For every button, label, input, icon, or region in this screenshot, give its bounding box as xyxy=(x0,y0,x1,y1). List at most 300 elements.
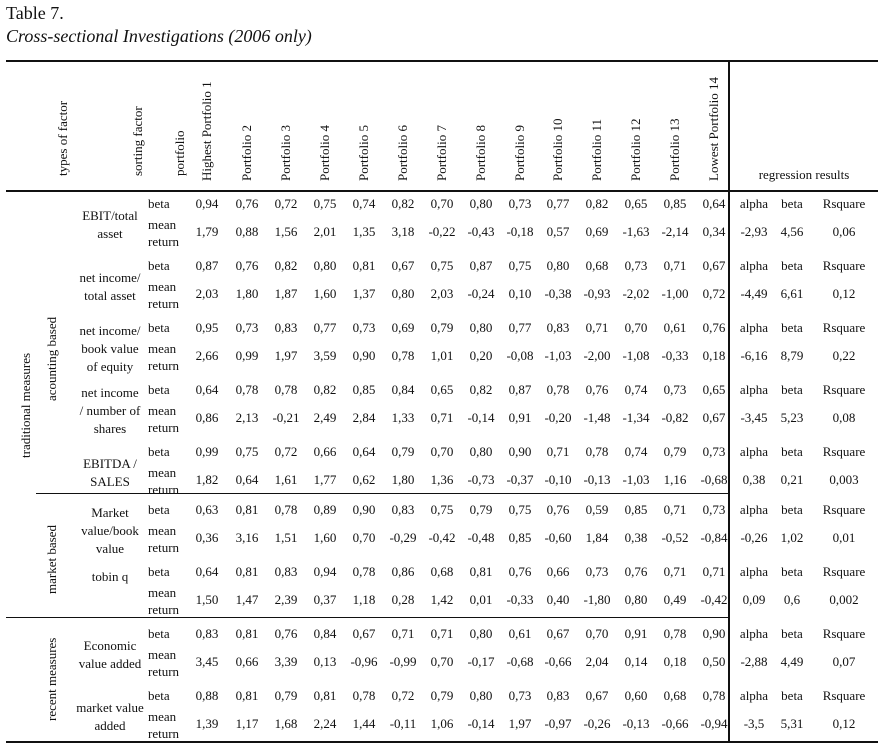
regression-value: 0,06 xyxy=(832,224,856,239)
row-label-mean-return: mean return xyxy=(148,403,180,435)
regression-header: beta xyxy=(781,444,803,459)
mean-return-value: -0,96 xyxy=(350,654,378,669)
beta-value: 0,81 xyxy=(313,688,337,703)
mean-return-value: 0,99 xyxy=(235,348,259,363)
mean-return-value: -0,52 xyxy=(661,530,689,545)
mean-return-value: -0,99 xyxy=(389,654,417,669)
mean-return-value: -1,03 xyxy=(622,472,650,487)
table-label: Table 7. xyxy=(6,3,64,23)
mean-return-value: 1,35 xyxy=(352,224,376,239)
beta-value: 0,80 xyxy=(469,626,493,641)
beta-value: 0,77 xyxy=(546,196,570,211)
beta-value: 0,83 xyxy=(546,688,570,703)
beta-value: 0,71 xyxy=(430,626,454,641)
mean-return-value: 1,06 xyxy=(430,716,454,731)
header-portfolio-14: Lowest Portfolio 14 xyxy=(706,77,721,181)
beta-value: 0,85 xyxy=(624,502,648,517)
beta-value: 0,64 xyxy=(195,382,219,397)
mean-return-value: 0,10 xyxy=(508,286,532,301)
beta-value: 0,70 xyxy=(430,444,454,459)
mean-return-value: 2,04 xyxy=(585,654,609,669)
mean-return-value: -0,13 xyxy=(583,472,611,487)
top-rule xyxy=(6,60,878,62)
mean-return-value: -0,33 xyxy=(506,592,534,607)
beta-value: 0,75 xyxy=(430,258,454,273)
beta-value: 0,59 xyxy=(585,502,609,517)
mean-return-value: 0,57 xyxy=(546,224,570,239)
header-portfolio-4: Portfolio 4 xyxy=(317,125,332,181)
mean-return-value: 1,80 xyxy=(391,472,415,487)
beta-value: 0,78 xyxy=(663,626,687,641)
beta-value: 0,87 xyxy=(195,258,219,273)
mean-return-value: 1,44 xyxy=(352,716,376,731)
mean-return-value: 1,80 xyxy=(235,286,259,301)
beta-value: 0,74 xyxy=(624,382,648,397)
factor-label: EBITDA / SALES xyxy=(83,456,137,489)
beta-value: 0,63 xyxy=(195,502,219,517)
beta-value: 0,61 xyxy=(663,320,687,335)
mean-return-value: -0,68 xyxy=(506,654,534,669)
row-label-mean-return: mean return xyxy=(148,279,180,311)
beta-value: 0,80 xyxy=(469,688,493,703)
row-label-beta: beta xyxy=(148,382,170,397)
factor-label: Market value/book value xyxy=(81,505,139,556)
regression-header: alpha xyxy=(739,258,769,273)
mean-return-value: 0,37 xyxy=(313,592,337,607)
beta-value: 0,71 xyxy=(546,444,570,459)
regression-value: -2,88 xyxy=(740,654,768,669)
row-label-mean-return: mean return xyxy=(148,217,180,249)
beta-value: 0,72 xyxy=(391,688,415,703)
mean-return-value: -1,00 xyxy=(661,286,689,301)
beta-value: 0,85 xyxy=(352,382,376,397)
mean-return-value: -0,11 xyxy=(389,716,417,731)
beta-value: 0,87 xyxy=(469,258,493,273)
beta-value: 0,76 xyxy=(508,564,532,579)
beta-value: 0,79 xyxy=(274,688,298,703)
mean-return-value: 1,01 xyxy=(430,348,454,363)
beta-value: 0,88 xyxy=(195,688,219,703)
mean-return-value: 0,70 xyxy=(352,530,376,545)
mean-return-value: 0,88 xyxy=(235,224,259,239)
beta-value: 0,78 xyxy=(235,382,259,397)
mean-return-value: 1,36 xyxy=(430,472,454,487)
header-portfolio-11: Portfolio 11 xyxy=(589,119,604,181)
beta-value: 0,76 xyxy=(585,382,609,397)
regression-header: Rsquare xyxy=(822,444,866,459)
beta-value: 0,73 xyxy=(508,688,532,703)
mean-return-value: 1,60 xyxy=(313,286,337,301)
regression-header: alpha xyxy=(739,688,769,703)
regression-value: 0,08 xyxy=(832,410,856,425)
mean-return-value: 3,39 xyxy=(274,654,298,669)
mean-return-value: -0,33 xyxy=(661,348,689,363)
regression-value: 0,12 xyxy=(832,286,856,301)
header-portfolio: portfolio xyxy=(172,130,187,176)
regression-value: 5,31 xyxy=(780,716,804,731)
beta-value: 0,81 xyxy=(235,502,259,517)
beta-value: 0,76 xyxy=(235,196,259,211)
mean-return-value: -0,66 xyxy=(661,716,689,731)
mean-return-value: -1,80 xyxy=(583,592,611,607)
row-label-beta: beta xyxy=(148,564,170,579)
mean-return-value: -1,63 xyxy=(622,224,650,239)
beta-value: 0,71 xyxy=(585,320,609,335)
group-accounting-based: acounting based xyxy=(44,316,59,401)
group-rule-accounting xyxy=(36,493,728,494)
beta-value: 0,82 xyxy=(585,196,609,211)
beta-value: 0,67 xyxy=(352,626,376,641)
beta-value: 0,66 xyxy=(313,444,337,459)
mean-return-value: 1,16 xyxy=(663,472,687,487)
beta-value: 0,84 xyxy=(391,382,415,397)
mean-return-value: 1,79 xyxy=(195,224,219,239)
row-label-mean-return: mean return xyxy=(148,523,180,555)
beta-value: 0,70 xyxy=(624,320,648,335)
regression-header: Rsquare xyxy=(822,320,866,335)
beta-value: 0,67 xyxy=(585,688,609,703)
mean-return-value: -0,21 xyxy=(272,410,300,425)
mean-return-value: 0,64 xyxy=(235,472,259,487)
beta-value: 0,80 xyxy=(469,320,493,335)
factor-label: EBIT/total asset xyxy=(82,208,138,241)
beta-value: 0,80 xyxy=(469,196,493,211)
regression-header: beta xyxy=(781,258,803,273)
mean-return-value: 1,33 xyxy=(391,410,415,425)
beta-value: 0,78 xyxy=(702,688,726,703)
mean-return-value: -0,38 xyxy=(544,286,572,301)
mean-return-value: -0,97 xyxy=(544,716,572,731)
header-portfolio-7: Portfolio 7 xyxy=(434,125,449,181)
beta-value: 0,83 xyxy=(195,626,219,641)
table-subtitle: Cross-sectional Investigations (2006 only) xyxy=(6,26,312,46)
regression-value: 0,38 xyxy=(742,472,766,487)
header-portfolio-8: Portfolio 8 xyxy=(473,125,488,181)
regression-value: 0,22 xyxy=(832,348,856,363)
factor-label: tobin q xyxy=(91,569,129,584)
mean-return-value: -0,84 xyxy=(700,530,728,545)
regression-value: 0,09 xyxy=(742,592,766,607)
beta-value: 0,61 xyxy=(508,626,532,641)
beta-value: 0,75 xyxy=(508,258,532,273)
mean-return-value: 0,50 xyxy=(702,654,726,669)
mean-return-value: 0,67 xyxy=(702,410,726,425)
beta-value: 0,82 xyxy=(391,196,415,211)
row-label-beta: beta xyxy=(148,502,170,517)
beta-value: 0,89 xyxy=(313,502,337,517)
mean-return-value: 2,24 xyxy=(313,716,337,731)
beta-value: 0,78 xyxy=(352,564,376,579)
mean-return-value: -1,48 xyxy=(583,410,611,425)
beta-value: 0,77 xyxy=(508,320,532,335)
beta-value: 0,67 xyxy=(702,258,726,273)
mean-return-value: 2,66 xyxy=(195,348,219,363)
beta-value: 0,82 xyxy=(313,382,337,397)
mean-return-value: -0,93 xyxy=(583,286,611,301)
header-portfolio-2: Portfolio 2 xyxy=(239,125,254,181)
beta-value: 0,75 xyxy=(508,502,532,517)
row-label-beta: beta xyxy=(148,444,170,459)
mean-return-value: -1,34 xyxy=(622,410,650,425)
beta-value: 0,73 xyxy=(702,502,726,517)
mean-return-value: 1,68 xyxy=(274,716,298,731)
mean-return-value: 0,49 xyxy=(663,592,687,607)
header-types-of-factor: types of factor xyxy=(55,100,70,176)
factor-label: net income / number of shares xyxy=(79,385,141,436)
mean-return-value: 0,66 xyxy=(235,654,259,669)
mean-return-value: -0,68 xyxy=(700,472,728,487)
mean-return-value: 0,78 xyxy=(391,348,415,363)
beta-value: 0,60 xyxy=(624,688,648,703)
mean-return-value: 1,61 xyxy=(274,472,298,487)
mean-return-value: 0,70 xyxy=(430,654,454,669)
group-market-based: market based xyxy=(44,525,59,594)
beta-value: 0,95 xyxy=(195,320,219,335)
mean-return-value: 1,50 xyxy=(195,592,219,607)
beta-value: 0,73 xyxy=(352,320,376,335)
mean-return-value: -0,13 xyxy=(622,716,650,731)
beta-value: 0,71 xyxy=(663,258,687,273)
mean-return-value: 2,01 xyxy=(313,224,337,239)
beta-value: 0,72 xyxy=(274,196,298,211)
mean-return-value: -1,08 xyxy=(622,348,650,363)
beta-value: 0,90 xyxy=(702,626,726,641)
beta-value: 0,83 xyxy=(391,502,415,517)
beta-value: 0,76 xyxy=(624,564,648,579)
mean-return-value: 1,82 xyxy=(195,472,219,487)
beta-value: 0,71 xyxy=(391,626,415,641)
mean-return-value: 0,18 xyxy=(663,654,687,669)
mean-return-value: 0,20 xyxy=(469,348,493,363)
regression-value: 8,79 xyxy=(780,348,804,363)
row-label-mean-return: mean return xyxy=(148,647,180,679)
beta-value: 0,75 xyxy=(430,502,454,517)
beta-value: 0,80 xyxy=(313,258,337,273)
mean-return-value: 0,69 xyxy=(585,224,609,239)
regression-header: alpha xyxy=(739,502,769,517)
factor-label: market value added xyxy=(76,700,144,733)
group-recent-measures: recent measures xyxy=(44,637,59,721)
beta-value: 0,67 xyxy=(391,258,415,273)
row-label-mean-return: mean return xyxy=(148,341,180,373)
mean-return-value: -0,73 xyxy=(467,472,495,487)
mean-return-value: 1,18 xyxy=(352,592,376,607)
beta-value: 0,76 xyxy=(546,502,570,517)
beta-value: 0,71 xyxy=(663,564,687,579)
row-label-beta: beta xyxy=(148,258,170,273)
mean-return-value: -0,48 xyxy=(467,530,495,545)
mean-return-value: 2,49 xyxy=(313,410,337,425)
beta-value: 0,74 xyxy=(352,196,376,211)
beta-value: 0,76 xyxy=(274,626,298,641)
beta-value: 0,74 xyxy=(624,444,648,459)
mean-return-value: 1,17 xyxy=(235,716,259,731)
mean-return-value: -1,03 xyxy=(544,348,572,363)
beta-value: 0,79 xyxy=(469,502,493,517)
beta-value: 0,83 xyxy=(274,320,298,335)
mean-return-value: 0,71 xyxy=(430,410,454,425)
beta-value: 0,73 xyxy=(663,382,687,397)
mean-return-value: -0,42 xyxy=(428,530,456,545)
beta-value: 0,83 xyxy=(274,564,298,579)
regression-header: Rsquare xyxy=(822,382,866,397)
beta-value: 0,76 xyxy=(702,320,726,335)
regression-value: 0,01 xyxy=(832,530,856,545)
header-portfolio-12: Portfolio 12 xyxy=(628,118,643,181)
mean-return-value: 0,18 xyxy=(702,348,726,363)
factor-label: Economic value added xyxy=(78,638,142,671)
beta-value: 0,80 xyxy=(546,258,570,273)
mean-return-value: -0,26 xyxy=(583,716,611,731)
row-label-beta: beta xyxy=(148,320,170,335)
regression-header: beta xyxy=(781,564,803,579)
beta-value: 0,85 xyxy=(663,196,687,211)
regression-header: beta xyxy=(781,688,803,703)
regression-header: Rsquare xyxy=(822,564,866,579)
regression-value: 0,07 xyxy=(832,654,856,669)
beta-value: 0,90 xyxy=(508,444,532,459)
regression-value: 0,003 xyxy=(829,472,859,487)
header-sorting-factor: sorting factor xyxy=(130,106,145,176)
beta-value: 0,87 xyxy=(508,382,532,397)
mean-return-value: 0,80 xyxy=(624,592,648,607)
mean-return-value: -2,00 xyxy=(583,348,611,363)
regression-header: beta xyxy=(781,382,803,397)
mean-return-value: 3,16 xyxy=(235,530,259,545)
beta-value: 0,73 xyxy=(702,444,726,459)
mean-return-value: 1,84 xyxy=(585,530,609,545)
beta-value: 0,78 xyxy=(274,382,298,397)
beta-value: 0,73 xyxy=(624,258,648,273)
regression-value: 4,56 xyxy=(780,224,804,239)
regression-value: 4,49 xyxy=(780,654,804,669)
mean-return-value: 1,87 xyxy=(274,286,298,301)
mean-return-value: -0,20 xyxy=(544,410,572,425)
beta-value: 0,81 xyxy=(235,688,259,703)
mean-return-value: 0,40 xyxy=(546,592,570,607)
regression-header: alpha xyxy=(739,320,769,335)
header-portfolio-10: Portfolio 10 xyxy=(550,118,565,181)
row-label-beta: beta xyxy=(148,196,170,211)
mean-return-value: -0,08 xyxy=(506,348,534,363)
beta-value: 0,84 xyxy=(313,626,337,641)
beta-value: 0,64 xyxy=(702,196,726,211)
beta-value: 0,78 xyxy=(274,502,298,517)
header-portfolio-1: Highest Portfolio 1 xyxy=(199,81,214,181)
mean-return-value: -0,29 xyxy=(389,530,417,545)
mean-return-value: 0,34 xyxy=(702,224,726,239)
regression-value: 6,61 xyxy=(780,286,804,301)
beta-value: 0,82 xyxy=(469,382,493,397)
beta-value: 0,82 xyxy=(274,258,298,273)
mean-return-value: -0,60 xyxy=(544,530,572,545)
regression-value: 0,002 xyxy=(829,592,859,607)
regression-header: beta xyxy=(781,196,803,211)
regression-header: alpha xyxy=(739,196,769,211)
mean-return-value: -0,17 xyxy=(467,654,495,669)
mean-return-value: 1,37 xyxy=(352,286,376,301)
mean-return-value: -0,10 xyxy=(544,472,572,487)
mean-return-value: 1,42 xyxy=(430,592,454,607)
mean-return-value: 1,97 xyxy=(274,348,298,363)
mean-return-value: 0,28 xyxy=(391,592,415,607)
beta-value: 0,68 xyxy=(585,258,609,273)
regression-header: beta xyxy=(781,626,803,641)
mean-return-value: 0,38 xyxy=(624,530,648,545)
bottom-rule xyxy=(6,741,878,743)
row-label-mean-return: mean return xyxy=(148,709,180,741)
regression-value: -4,49 xyxy=(740,286,768,301)
beta-value: 0,83 xyxy=(546,320,570,335)
beta-value: 0,78 xyxy=(585,444,609,459)
mean-return-value: 0,86 xyxy=(195,410,219,425)
mean-return-value: 0,85 xyxy=(508,530,532,545)
beta-value: 0,91 xyxy=(624,626,648,641)
beta-value: 0,69 xyxy=(391,320,415,335)
beta-value: 0,68 xyxy=(663,688,687,703)
mean-return-value: 1,47 xyxy=(235,592,259,607)
beta-value: 0,80 xyxy=(469,444,493,459)
mean-return-value: 0,14 xyxy=(624,654,648,669)
regression-value: -2,93 xyxy=(740,224,768,239)
beta-value: 0,76 xyxy=(235,258,259,273)
beta-value: 0,79 xyxy=(430,688,454,703)
mean-return-value: 0,13 xyxy=(313,654,337,669)
beta-value: 0,81 xyxy=(469,564,493,579)
beta-value: 0,79 xyxy=(430,320,454,335)
regression-header: Rsquare xyxy=(822,258,866,273)
mean-return-value: 0,80 xyxy=(391,286,415,301)
beta-value: 0,67 xyxy=(546,626,570,641)
row-label-mean-return: mean return xyxy=(148,585,180,617)
regression-value: 1,02 xyxy=(780,530,804,545)
regression-header: Rsquare xyxy=(822,502,866,517)
beta-value: 0,78 xyxy=(546,382,570,397)
mean-return-value: 0,91 xyxy=(508,410,532,425)
mean-return-value: -0,22 xyxy=(428,224,456,239)
mean-return-value: 1,51 xyxy=(274,530,298,545)
row-label-beta: beta xyxy=(148,626,170,641)
beta-value: 0,81 xyxy=(352,258,376,273)
regression-value: -0,26 xyxy=(740,530,768,545)
regression-header: alpha xyxy=(739,564,769,579)
beta-value: 0,64 xyxy=(195,564,219,579)
beta-value: 0,68 xyxy=(430,564,454,579)
beta-value: 0,66 xyxy=(546,564,570,579)
regression-value: -6,16 xyxy=(740,348,768,363)
header-rule xyxy=(6,190,878,192)
beta-value: 0,79 xyxy=(391,444,415,459)
mean-return-value: 3,18 xyxy=(391,224,415,239)
row-label-mean-return: mean return xyxy=(148,465,180,497)
beta-value: 0,73 xyxy=(508,196,532,211)
mean-return-value: -2,14 xyxy=(661,224,689,239)
header-portfolio-13: Portfolio 13 xyxy=(667,118,682,181)
regression-header: Rsquare xyxy=(822,626,866,641)
mean-return-value: -2,02 xyxy=(622,286,650,301)
mean-return-value: -0,42 xyxy=(700,592,728,607)
regression-header: Rsquare xyxy=(822,688,866,703)
mean-return-value: 0,72 xyxy=(702,286,726,301)
mean-return-value: 1,56 xyxy=(274,224,298,239)
mean-return-value: -0,14 xyxy=(467,410,495,425)
mean-return-value: 1,60 xyxy=(313,530,337,545)
header-regression-results: regression results xyxy=(758,167,850,182)
mean-return-value: 0,62 xyxy=(352,472,376,487)
mean-return-value: 1,77 xyxy=(313,472,337,487)
beta-value: 0,75 xyxy=(313,196,337,211)
regression-header: beta xyxy=(781,320,803,335)
